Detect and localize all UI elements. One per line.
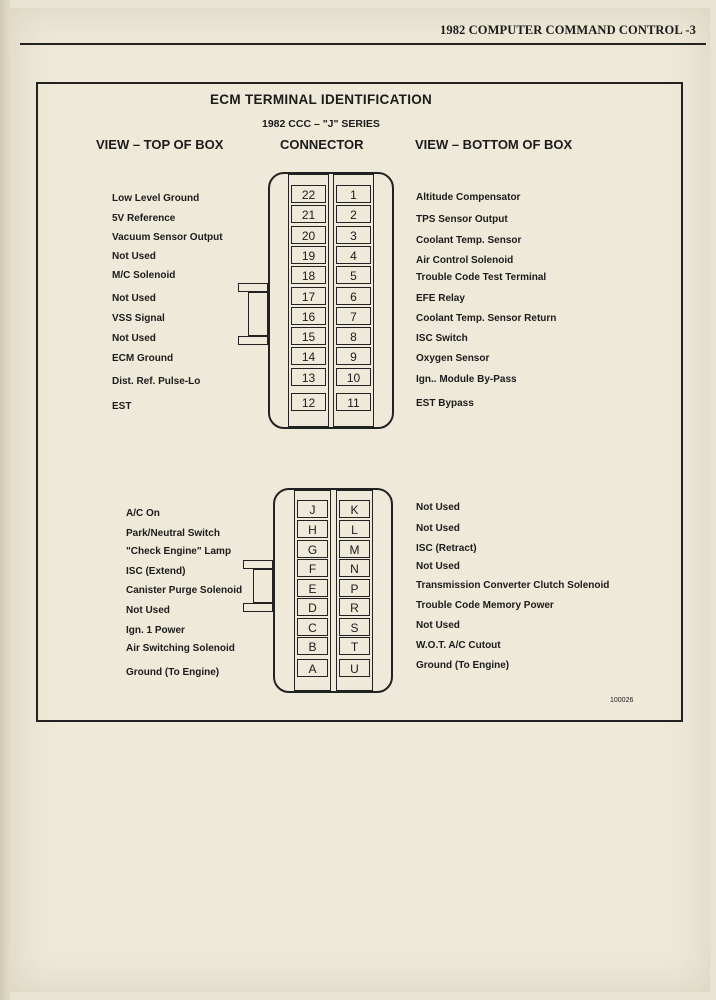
connector-2-pin-left: D: [297, 598, 328, 616]
connector-1-right-label: Air Control Solenoid: [416, 255, 514, 266]
header-connector: CONNECTOR: [280, 137, 364, 152]
header-rule: [20, 43, 706, 45]
connector-2-pin-right: N: [339, 559, 370, 577]
connector-2-tab-upper: [243, 560, 273, 569]
connector-2-pin-left: J: [297, 500, 328, 518]
connector-1-right-label: TPS Sensor Output: [416, 214, 508, 225]
connector-2-body: [273, 488, 393, 693]
connector-2-right-label: W.O.T. A/C Cutout: [416, 640, 501, 651]
connector-1-right-label: Altitude Compensator: [416, 192, 521, 203]
connector-2-right-label: Ground (To Engine): [416, 660, 510, 671]
connector-2-pin-left: H: [297, 520, 328, 538]
connector-2-pin-right: S: [339, 618, 370, 636]
connector-1-right-label: Trouble Code Test Terminal: [416, 272, 547, 283]
connector-1-pin-left: 18: [291, 266, 326, 284]
connector-2-pin-right: P: [339, 579, 370, 597]
connector-2-pin-right: T: [339, 637, 370, 655]
connector-1-tab-upper: [238, 283, 268, 292]
connector-1-pin-left: 14: [291, 347, 326, 365]
connector-1-pin-left: 22: [291, 185, 326, 203]
connector-2-right-label: Not Used: [416, 502, 460, 513]
connector-2-pin-left: E: [297, 579, 328, 597]
connector-2-right-label: ISC (Retract): [416, 543, 477, 554]
connector-2-pin-left: F: [297, 559, 328, 577]
connector-2-right-label: Not Used: [416, 523, 460, 534]
connector-1-pin-left: 15: [291, 327, 326, 345]
connector-2-left-label: Ign. 1 Power: [126, 625, 185, 636]
connector-1-left-label: 5V Reference: [112, 213, 176, 224]
connector-1-pin-right: 6: [336, 287, 371, 305]
connector-2-left-label: ISC (Extend): [126, 566, 186, 577]
connector-1-right-label: Ign.. Module By-Pass: [416, 374, 517, 385]
connector-2-pin-left: G: [297, 540, 328, 558]
connector-2-pin-right: R: [339, 598, 370, 616]
connector-1-left-label: Not Used: [112, 251, 156, 262]
connector-1-right-label: EST Bypass: [416, 398, 474, 409]
connector-1-pin-right: 10: [336, 368, 371, 386]
connector-2-left-label: Canister Purge Solenoid: [126, 585, 243, 596]
connector-1-pin-right: 8: [336, 327, 371, 345]
connector-2-left-label: A/C On: [126, 508, 160, 519]
connector-1-left-label: Dist. Ref. Pulse-Lo: [112, 376, 201, 387]
connector-1-left-label: Not Used: [112, 333, 156, 344]
connector-1-right-label: Oxygen Sensor: [416, 353, 490, 364]
connector-1-left-label: Vacuum Sensor Output: [112, 232, 223, 243]
diagram-title: ECM TERMINAL IDENTIFICATION: [210, 92, 433, 107]
connector-1-pin-right: 3: [336, 226, 371, 244]
connector-1-pin-right: 9: [336, 347, 371, 365]
connector-2-left-label: Not Used: [126, 605, 170, 616]
header-bottom-of-box: VIEW – BOTTOM OF BOX: [415, 137, 573, 152]
connector-2-right-label: Not Used: [416, 561, 460, 572]
connector-1-right-label: ISC Switch: [416, 333, 468, 344]
connector-2-left-label: "Check Engine" Lamp: [126, 546, 232, 557]
connector-2-tab-lower: [243, 603, 273, 612]
connector-1-left-label: VSS Signal: [112, 313, 165, 324]
connector-1-pin-left: 16: [291, 307, 326, 325]
connector-2-pin-right: M: [339, 540, 370, 558]
running-head: 1982 COMPUTER COMMAND CONTROL -3: [440, 23, 696, 37]
connector-2-left-label: Ground (To Engine): [126, 667, 220, 678]
connector-1-pin-left: 21: [291, 205, 326, 223]
connector-1-tab-lower: [238, 336, 268, 345]
connector-1-pin-right: 2: [336, 205, 371, 223]
connector-2-pin-left: A: [297, 659, 328, 677]
connector-1-left-label: EST: [112, 401, 132, 412]
connector-1-pin-left: 20: [291, 226, 326, 244]
connector-1-body: [268, 172, 394, 429]
connector-2-right-label: Trouble Code Memory Power: [416, 600, 554, 611]
binding-spine: [0, 0, 10, 1000]
connector-2-left-label: Air Switching Solenoid: [126, 643, 235, 654]
connector-1-pin-right: 7: [336, 307, 371, 325]
connector-2-pin-left: B: [297, 637, 328, 655]
connector-1-pin-right: 11: [336, 393, 371, 411]
connector-2-pin-right: K: [339, 500, 370, 518]
header-top-of-box: VIEW – TOP OF BOX: [96, 137, 224, 152]
connector-1-pin-right: 5: [336, 266, 371, 284]
connector-2-right-label: Not Used: [416, 620, 460, 631]
connector-2-left-label: Park/Neutral Switch: [126, 528, 220, 539]
connector-1-pin-left: 13: [291, 368, 326, 386]
connector-1-left-label: Low Level Ground: [112, 193, 200, 204]
connector-1-pin-right: 1: [336, 185, 371, 203]
connector-1-right-label: Coolant Temp. Sensor Return: [416, 313, 557, 324]
connector-1-pin-right: 4: [336, 246, 371, 264]
connector-1-right-label: EFE Relay: [416, 293, 465, 304]
connector-2-pin-right: L: [339, 520, 370, 538]
connector-2-key: [253, 569, 273, 603]
connector-1-right-label: Coolant Temp. Sensor: [416, 235, 522, 246]
connector-2-pin-right: U: [339, 659, 370, 677]
connector-2-right-label: Transmission Converter Clutch Solenoid: [416, 580, 610, 591]
connector-1-left-label: M/C Solenoid: [112, 270, 176, 281]
connector-1-left-label: ECM Ground: [112, 353, 174, 364]
connector-1-pin-left: 17: [291, 287, 326, 305]
connector-2-pin-left: C: [297, 618, 328, 636]
connector-1-left-label: Not Used: [112, 293, 156, 304]
connector-1-pin-left: 12: [291, 393, 326, 411]
series-label: 1982 CCC – "J" SERIES: [262, 118, 380, 130]
figure-code: 100026: [610, 697, 634, 704]
connector-1-pin-left: 19: [291, 246, 326, 264]
connector-1-key: [248, 292, 268, 336]
